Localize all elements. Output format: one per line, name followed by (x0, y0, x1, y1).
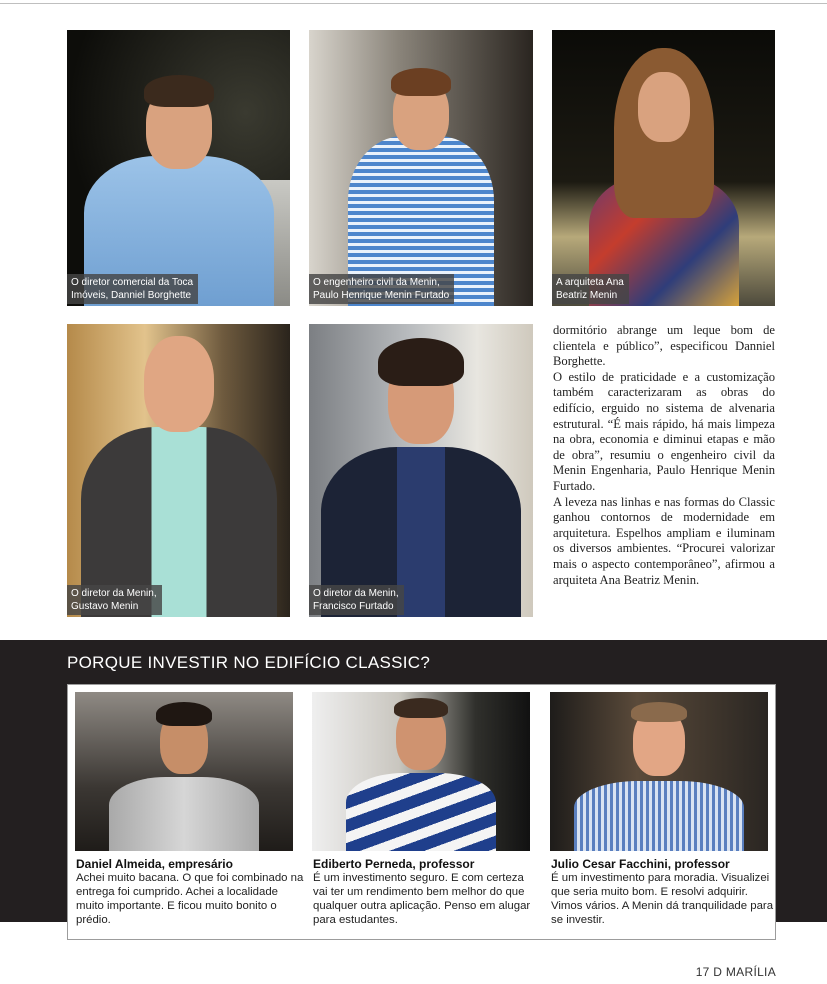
photo-caption: A arquiteta Ana Beatriz Menin (552, 274, 629, 304)
photo-caption: O diretor comercial da Toca Imóveis, Danniel Borghette (67, 274, 198, 304)
invest-panel (67, 684, 776, 940)
article-text (553, 323, 775, 588)
photo-ediberto-perneda (312, 692, 530, 851)
photo-caption: O diretor da Menin, Francisco Furtado (309, 585, 404, 615)
invest-section-title: PORQUE INVESTIR NO EDIFÍCIO CLASSIC? (67, 653, 431, 672)
testimonial-quote: É um investimento seguro. E com certeza vai ter um rendimento bem melhor do que qualquer outra aplicação. Penso em alugar para estudantes. (313, 872, 531, 926)
photo-ana-beatriz-menin (552, 30, 775, 306)
article-paragraph: A leveza nas linhas e nas formas do Classic ganhou contornos de modernidade em arquitetura. Espelhos ampliam e iluminam os diversos ambientes. “Procurei valorizar mais o aspecto contemporâneo”, afirmou a arquiteta Ana Beatriz Menin. (553, 494, 775, 587)
testimonial-quote: É um investimento para moradia. Visualizei que seria muito bom. E resolvi adquirir. Vimos vários. A Menin dá tranquilidade para se investir. (551, 872, 774, 926)
testimonial-name: Daniel Almeida, empresário (76, 857, 233, 871)
testimonial-quote: Achei muito bacana. O que foi combinado na entrega foi cumprido. Achei a localidade muito importante. E ficou muito bonito o prédio. (76, 872, 304, 926)
testimonial-name: Julio Cesar Facchini, professor (551, 857, 730, 871)
testimonial-name: Ediberto Perneda, professor (313, 857, 475, 871)
article-paragraph: O estilo de praticidade e a customização também caracterizaram as obras do edifício, erguido no sistema de alvenaria estrutural. “É mais rápido, há mais limpeza na obra, economia e diminui etapas e mão de obra”, resumiu o engenheiro civil da Menin Engenharia, Paulo Henrique Menin Furtado. (553, 369, 775, 493)
page-folio: 17 D MARÍLIA (695, 965, 776, 979)
photo-caption: O diretor da Menin, Gustavo Menin (67, 585, 162, 615)
photo-daniel-almeida (75, 692, 293, 851)
photo-danniel-borghette (67, 30, 290, 306)
photo-caption: O engenheiro civil da Menin, Paulo Henrique Menin Furtado (309, 274, 454, 304)
photo-francisco-furtado (309, 324, 533, 617)
photo-gustavo-menin (67, 324, 290, 617)
article-paragraph: dormitório abrange um leque bom de clientela e público”, especificou Danniel Borghette. (553, 323, 775, 369)
photo-paulo-henrique-menin-furtado (309, 30, 533, 306)
photo-julio-cesar-facchini (550, 692, 768, 851)
top-rule (0, 3, 827, 4)
